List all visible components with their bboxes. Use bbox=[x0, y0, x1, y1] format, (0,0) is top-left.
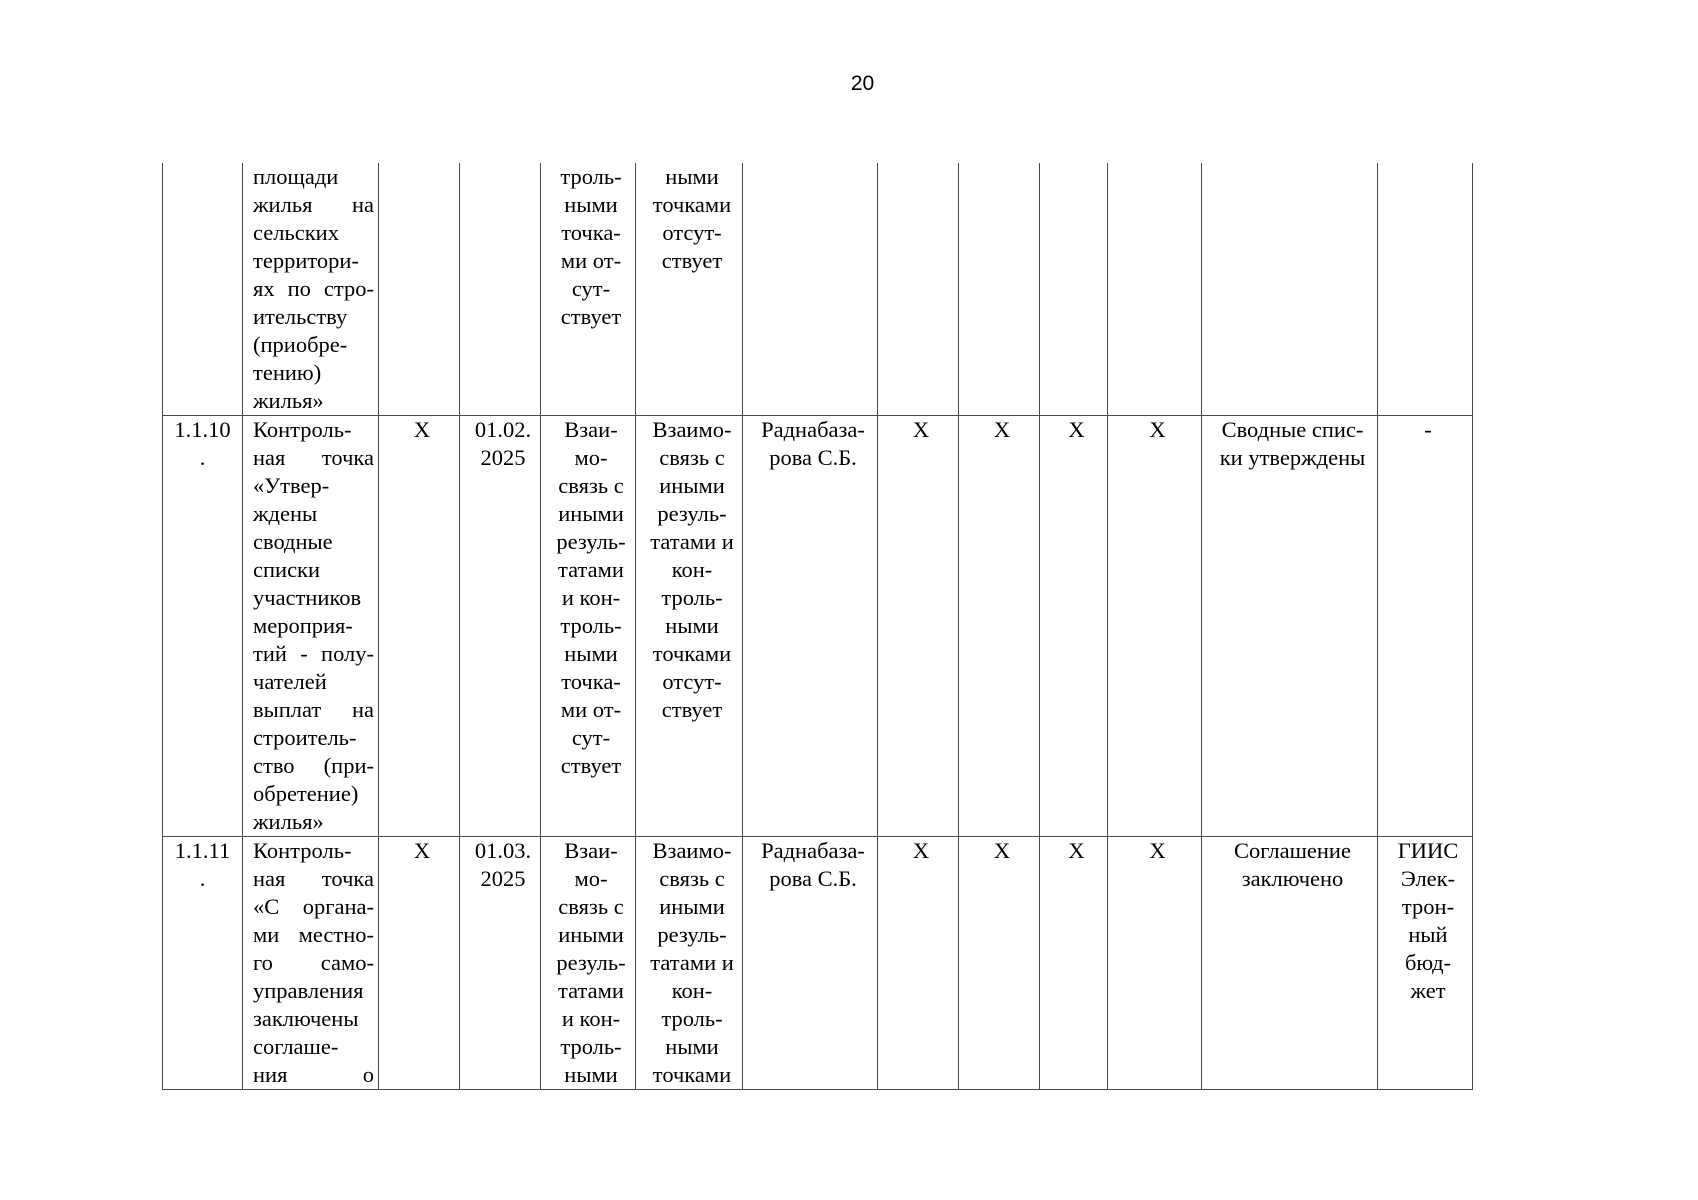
relation-cell bbox=[541, 837, 636, 1090]
responsible-cell-line: рова С.Б. bbox=[769, 866, 857, 891]
control-point-name-cell-line: чателей bbox=[253, 669, 327, 694]
row-number-cell-line: . bbox=[199, 866, 206, 891]
result-cell-line: заключено bbox=[1241, 866, 1344, 891]
responsible-cell bbox=[743, 416, 878, 837]
information-system-cell bbox=[1378, 837, 1473, 1090]
control-point-name-cell-line: жилья» bbox=[253, 388, 324, 413]
relation-cell-line: татами bbox=[558, 978, 624, 1003]
relation-cell-line: ными bbox=[665, 1034, 719, 1059]
control-point-name-cell-line: соглаше- bbox=[253, 1034, 339, 1059]
relation-cell-line: троль- bbox=[661, 1006, 723, 1031]
control-point-name-cell-line: мероприя- bbox=[253, 613, 353, 638]
row-number-cell bbox=[163, 416, 243, 837]
relation-cell-line: резуль- bbox=[556, 529, 626, 554]
marker-cell: X bbox=[878, 416, 959, 837]
control-point-name-cell bbox=[243, 163, 379, 416]
relation-cell bbox=[636, 416, 743, 837]
information-system-cell-line: Элек- bbox=[1400, 866, 1456, 891]
information-system-cell bbox=[1378, 163, 1473, 416]
date-cell-line: 01.02. bbox=[474, 417, 532, 442]
relation-cell-line: Взаимо- bbox=[652, 838, 732, 863]
control-point-name-cell-line: жилья» bbox=[253, 809, 324, 834]
information-system-cell-line: бюд- bbox=[1404, 950, 1452, 975]
control-point-name-cell-line: Контроль- bbox=[253, 838, 352, 863]
control-point-name-cell-line: площади bbox=[253, 164, 339, 189]
relation-cell-line: Взаи- bbox=[564, 417, 618, 442]
control-point-name-cell-line: участников bbox=[253, 585, 362, 610]
marker-cell bbox=[1108, 163, 1202, 416]
information-system-cell-line: - bbox=[1424, 417, 1432, 442]
control-point-name-cell-line: «Утвер- bbox=[253, 473, 330, 498]
relation-cell-line: мо- bbox=[574, 866, 608, 891]
responsible-cell-line: Раднабаза- bbox=[761, 838, 865, 863]
information-system-cell-line: трон- bbox=[1401, 894, 1455, 919]
relation-cell bbox=[636, 163, 743, 416]
relation-cell-line: татами и bbox=[650, 950, 734, 975]
control-point-name-cell-line: обретение) bbox=[253, 781, 359, 806]
relation-cell-line: иными bbox=[558, 501, 624, 526]
control-point-name-cell-line: Контроль- bbox=[253, 417, 352, 442]
control-point-name-cell-line: (приобре- bbox=[253, 332, 348, 357]
control-point-name-cell-line: территори- bbox=[253, 248, 359, 273]
relation-cell-line: точками bbox=[652, 641, 732, 666]
information-system-cell-line: ГИИС bbox=[1397, 838, 1459, 863]
relation-cell-line: сут- bbox=[571, 725, 611, 750]
relation-cell-line: ными bbox=[564, 1062, 618, 1087]
control-point-name-cell-line: ния о bbox=[253, 1062, 374, 1087]
control-point-name-cell-line: жилья на bbox=[253, 192, 374, 217]
page-number: 20 bbox=[850, 72, 875, 95]
marker-cell: X bbox=[1040, 837, 1108, 1090]
marker-cell bbox=[878, 163, 959, 416]
control-point-name-cell-line: тению) bbox=[253, 360, 322, 385]
relation-cell-line: троль- bbox=[661, 585, 723, 610]
relation-cell-line: и кон- bbox=[561, 1006, 621, 1031]
marker-cell bbox=[379, 163, 460, 416]
relation-cell-line: отсут- bbox=[662, 220, 722, 245]
relation-cell-line: резуль- bbox=[657, 501, 727, 526]
relation-cell-line: ными bbox=[564, 192, 618, 217]
marker-cell bbox=[959, 163, 1040, 416]
control-point-name-cell-line: ство (при- bbox=[253, 753, 374, 778]
relation-cell-line: ми от- bbox=[560, 697, 622, 722]
control-point-name-cell-line: ях по стро- bbox=[253, 276, 374, 301]
relation-cell bbox=[541, 416, 636, 837]
marker-cell: X bbox=[379, 416, 460, 837]
information-system-cell bbox=[1378, 416, 1473, 837]
control-point-name-cell-line: управления bbox=[253, 978, 364, 1003]
relation-cell-line: связь с bbox=[659, 866, 725, 891]
relation-cell-line: точка- bbox=[561, 669, 621, 694]
relation-cell-line: троль- bbox=[560, 1034, 622, 1059]
marker-cell bbox=[1040, 163, 1108, 416]
information-system-cell-line: ный bbox=[1408, 922, 1448, 947]
relation-cell-line: иными bbox=[558, 922, 624, 947]
date-cell-line: 2025 bbox=[480, 866, 526, 891]
information-system-cell-line: жет bbox=[1410, 978, 1446, 1003]
marker-cell: X bbox=[1040, 416, 1108, 837]
relation-cell-line: ными bbox=[564, 641, 618, 666]
relation-cell-line: троль- bbox=[560, 613, 622, 638]
table-row bbox=[163, 837, 1473, 1090]
row-number-cell-line: . bbox=[199, 445, 206, 470]
row-number-cell-line: 1.1.10 bbox=[174, 417, 231, 442]
relation-cell-line: Взаи- bbox=[564, 838, 618, 863]
result-cell-line: Соглашение bbox=[1234, 838, 1351, 863]
relation-cell-line: отсут- bbox=[662, 669, 722, 694]
control-point-name-cell-line: выплат на bbox=[253, 697, 374, 722]
table-row bbox=[163, 163, 1473, 416]
result-cell bbox=[1202, 416, 1378, 837]
responsible-cell-line: Раднабаза- bbox=[761, 417, 865, 442]
marker-cell: X bbox=[959, 837, 1040, 1090]
relation-cell-line: ными bbox=[665, 613, 719, 638]
result-cell bbox=[1202, 163, 1378, 416]
relation-cell-line: троль- bbox=[560, 164, 622, 189]
control-point-name-cell-line: го само- bbox=[253, 950, 374, 975]
row-number-cell bbox=[163, 163, 243, 416]
relation-cell-line: ми от- bbox=[560, 248, 622, 273]
date-cell bbox=[460, 416, 541, 837]
relation-cell-line: иными bbox=[659, 473, 725, 498]
control-point-name-cell-line: заключены bbox=[253, 1006, 359, 1031]
relation-cell-line: ствует bbox=[661, 697, 723, 722]
result-cell-line: ки утверждены bbox=[1219, 445, 1366, 470]
date-cell bbox=[460, 163, 541, 416]
relation-cell-line: татами bbox=[558, 557, 624, 582]
relation-cell-line: мо- bbox=[574, 445, 608, 470]
relation-cell-line: ными bbox=[665, 164, 719, 189]
responsible-cell-line: рова С.Б. bbox=[769, 445, 857, 470]
result-cell-line: Сводные спис- bbox=[1221, 417, 1364, 442]
relation-cell-line: кон- bbox=[671, 557, 713, 582]
control-point-name-cell-line: ительству bbox=[253, 304, 348, 329]
relation-cell-line: ствует bbox=[560, 753, 622, 778]
control-points-table bbox=[162, 163, 1473, 1090]
relation-cell-line: и кон- bbox=[561, 585, 621, 610]
row-number-cell-line: 1.1.11 bbox=[174, 838, 231, 863]
date-cell bbox=[460, 837, 541, 1090]
relation-cell-line: ствует bbox=[560, 304, 622, 329]
relation-cell-line: точками bbox=[652, 1062, 732, 1087]
control-point-name-cell-line: ми местно- bbox=[253, 922, 374, 947]
marker-cell: X bbox=[1108, 416, 1202, 837]
table-row bbox=[163, 416, 1473, 837]
control-point-name-cell-line: строитель- bbox=[253, 725, 357, 750]
result-cell bbox=[1202, 837, 1378, 1090]
marker-cell: X bbox=[959, 416, 1040, 837]
relation-cell-line: связь с bbox=[558, 894, 624, 919]
relation-cell bbox=[541, 163, 636, 416]
relation-cell-line: Взаимо- bbox=[652, 417, 732, 442]
control-point-name-cell-line: ная точка bbox=[253, 866, 374, 891]
control-point-name-cell-line: ная точка bbox=[253, 445, 374, 470]
relation-cell-line: связь с bbox=[558, 473, 624, 498]
date-cell-line: 2025 bbox=[480, 445, 526, 470]
relation-cell-line: кон- bbox=[671, 978, 713, 1003]
row-number-cell bbox=[163, 837, 243, 1090]
responsible-cell bbox=[743, 163, 878, 416]
relation-cell-line: ствует bbox=[661, 248, 723, 273]
marker-cell: X bbox=[1108, 837, 1202, 1090]
relation-cell bbox=[636, 837, 743, 1090]
control-point-name-cell bbox=[243, 837, 379, 1090]
relation-cell-line: точка- bbox=[561, 220, 621, 245]
date-cell-line: 01.03. bbox=[474, 838, 532, 863]
relation-cell-line: сут- bbox=[571, 276, 611, 301]
responsible-cell bbox=[743, 837, 878, 1090]
relation-cell-line: иными bbox=[659, 894, 725, 919]
relation-cell-line: связь с bbox=[659, 445, 725, 470]
control-point-name-cell-line: сельских bbox=[253, 220, 339, 245]
relation-cell-line: резуль- bbox=[657, 922, 727, 947]
relation-cell-line: татами и bbox=[650, 529, 734, 554]
control-point-name-cell-line: ждены bbox=[253, 501, 318, 526]
relation-cell-line: резуль- bbox=[556, 950, 626, 975]
control-point-name-cell-line: сводные bbox=[253, 529, 333, 554]
control-point-name-cell-line: «С органа- bbox=[253, 894, 374, 919]
marker-cell: X bbox=[379, 837, 460, 1090]
relation-cell-line: точками bbox=[652, 192, 732, 217]
control-point-name-cell-line: тий - полу- bbox=[253, 641, 374, 666]
marker-cell: X bbox=[878, 837, 959, 1090]
control-point-name-cell-line: списки bbox=[253, 557, 321, 582]
control-point-name-cell bbox=[243, 416, 379, 837]
